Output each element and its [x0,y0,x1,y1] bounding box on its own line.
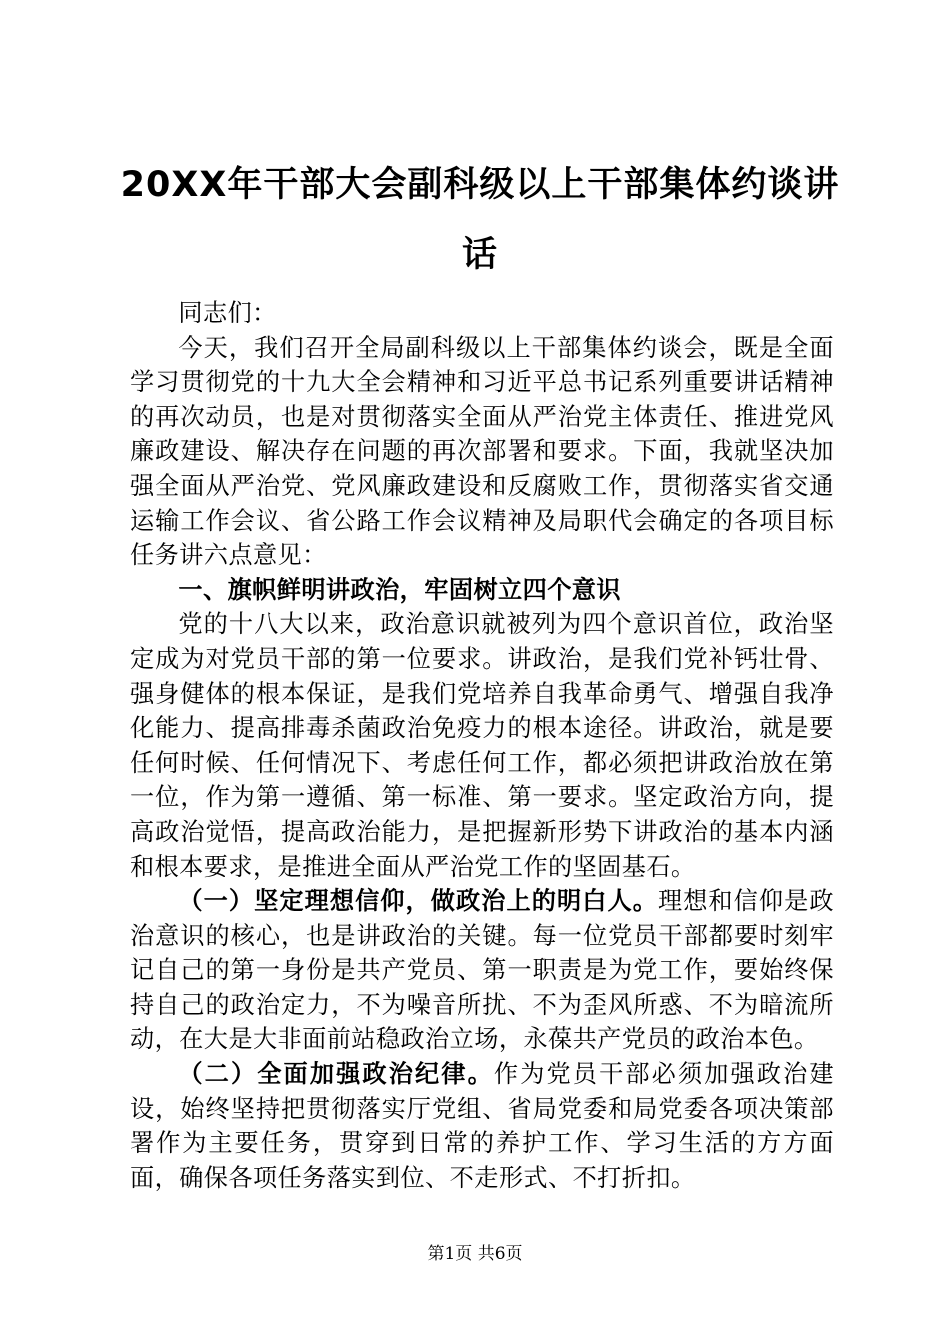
section1-heading: 一、旗帜鲜明讲政治，牢固树立四个意识 [178,575,621,604]
point2-body: 作为党员干部必须加强政治建设，始终坚持把贯彻落实厅党组、省局党委和局党委各项决策部署作为主要任务，贯穿到日常的养护工作、学习生活的方方面面，确保各项任务落实到位、不走形式、不打折扣。 [130,1060,834,1192]
document-title-line2: 话 [461,235,498,275]
point1-lead: （一）坚定理想信仰，做政治上的明白人。 [178,887,658,916]
section1-paragraph: 党的十八大以来，政治意识就被列为四个意识首位，政治坚定成为对党员干部的第一位要求。讲政治，是我们党补钙壮骨、强身健体的根本保证，是我们党培养自我革命勇气、增强自我净化能力、提高排毒杀菌政治免疫力的根本途径。讲政治，就是要任何时候、任何情况下、考虑任何工作，都必须把讲政治放在第一位，作为第一遵循、第一标准、第一要求。坚定政治方向，提高政治觉悟，提高政治能力，是把握新形势下讲政治的基本内涵和根本要求，是推进全面从严治党工作的坚固基石。 [130,610,834,881]
point1-body: 理想和信仰是政治意识的核心，也是讲政治的关键。每一位党员干部都要时刻牢记自己的第一身份是共产党员、第一职责是为党工作，要始终保持自己的政治定力，不为噪音所扰、不为歪风所惑、不为暗流所动，在大是大非面前站稳政治立场，永葆共产党员的政治本色。 [130,887,834,1054]
salutation: 同志们： [178,299,277,327]
document-title-line1: 20XX年干部大会副科级以上干部集体约谈讲 [120,165,840,205]
point2-paragraph [130,1057,834,1195]
page-number-footer: 第1页 共6页 [427,1244,523,1264]
point2-lead: （二）全面加强政治纪律。 [178,1060,494,1089]
intro-paragraph: 今天，我们召开全局副科级以上干部集体约谈会，既是全面学习贯彻党的十九大全会精神和习近平总书记系列重要讲话精神的再次动员，也是对贯彻落实全面从严治党主体责任、推进党风廉政建设、解决存在问题的再次部署和要求。下面，我就坚决加强全面从严治党、党风廉政建设和反腐败工作，贯彻落实省交通运输工作会议、省公路工作会议精神及局职代会确定的各项目标任务讲六点意见： [130,333,834,570]
point1-paragraph [130,884,834,1057]
document-body [130,296,834,1195]
